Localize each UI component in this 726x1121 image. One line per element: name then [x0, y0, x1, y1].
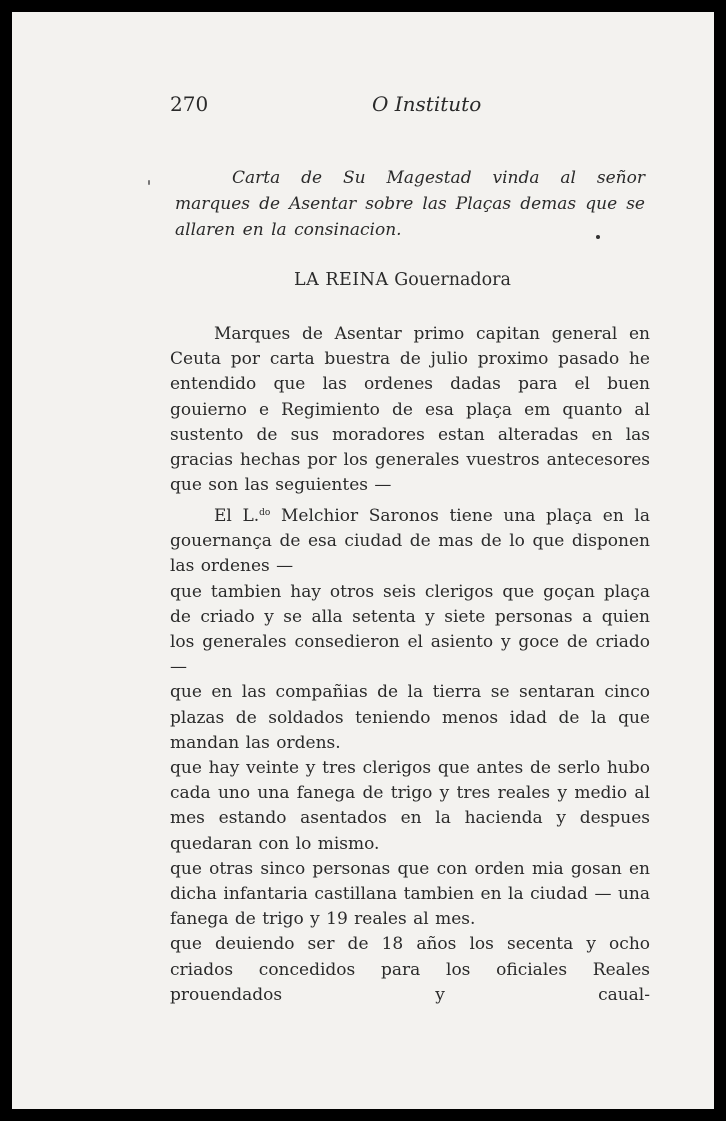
- items-list: [170, 504, 650, 1008]
- book-page: [12, 12, 714, 1109]
- page-number: 270: [170, 92, 209, 116]
- item-1-text: Melchior Saronos tiene una plaça en la gouernança de esa ciudad de mas de lo que disponen las ordenes —: [170, 506, 650, 577]
- item-1-superscript: do: [259, 508, 271, 518]
- paper-mark: [148, 180, 150, 185]
- salutation-name: LA REINA: [294, 270, 389, 290]
- salutation: [294, 270, 511, 290]
- item-5: que otras sinco personas que con orden mia gosan en dicha infantaria castillana tambien en la ciudad — una fanega de trigo y 19 reales al mes.: [170, 858, 650, 930]
- item-2: que tambien hay otros seis clerigos que goçan plaça de criado y se alla setenta y siete personas a quien los generales consedieron el asiento y goce de criado —: [170, 581, 650, 678]
- paragraph-1: Marques de Asentar primo capitan general en Ceuta por carta buestra de julio proximo pasado he entendido que las ordenes dadas para el buen gouierno e Regimiento de esa plaça em quanto al sustento de sus moradores estan alteradas en las gracias hechas por los generales vuestros antecesores que son las seguientes —: [170, 324, 650, 496]
- item-1-prefix: El L.: [214, 506, 260, 526]
- salutation-title: Gouernadora: [394, 270, 511, 290]
- item-6: que deuiendo ser de 18 años los secenta y ocho criados concedidos para los oficiales Reales prouendados y caual-: [170, 934, 650, 1005]
- paper-speck: [596, 235, 600, 239]
- letter-heading: Carta de Su Magestad vinda al señor marques de Asentar sobre las Plaças demas que se allaren en la consinacion.: [175, 168, 645, 240]
- item-4: que hay veinte y tres clerigos que antes de serlo hubo cada uno una fanega de trigo y tres reales y medio al mes estando asentados en la hacienda y despues quedaran con lo mismo.: [170, 758, 650, 854]
- running-title: O Instituto: [372, 92, 482, 116]
- item-3: que en las compañias de la tierra se sentaran cinco plazas de soldados teniendo menos idad de la que mandan las ordens.: [170, 682, 650, 753]
- item-1: [170, 504, 650, 580]
